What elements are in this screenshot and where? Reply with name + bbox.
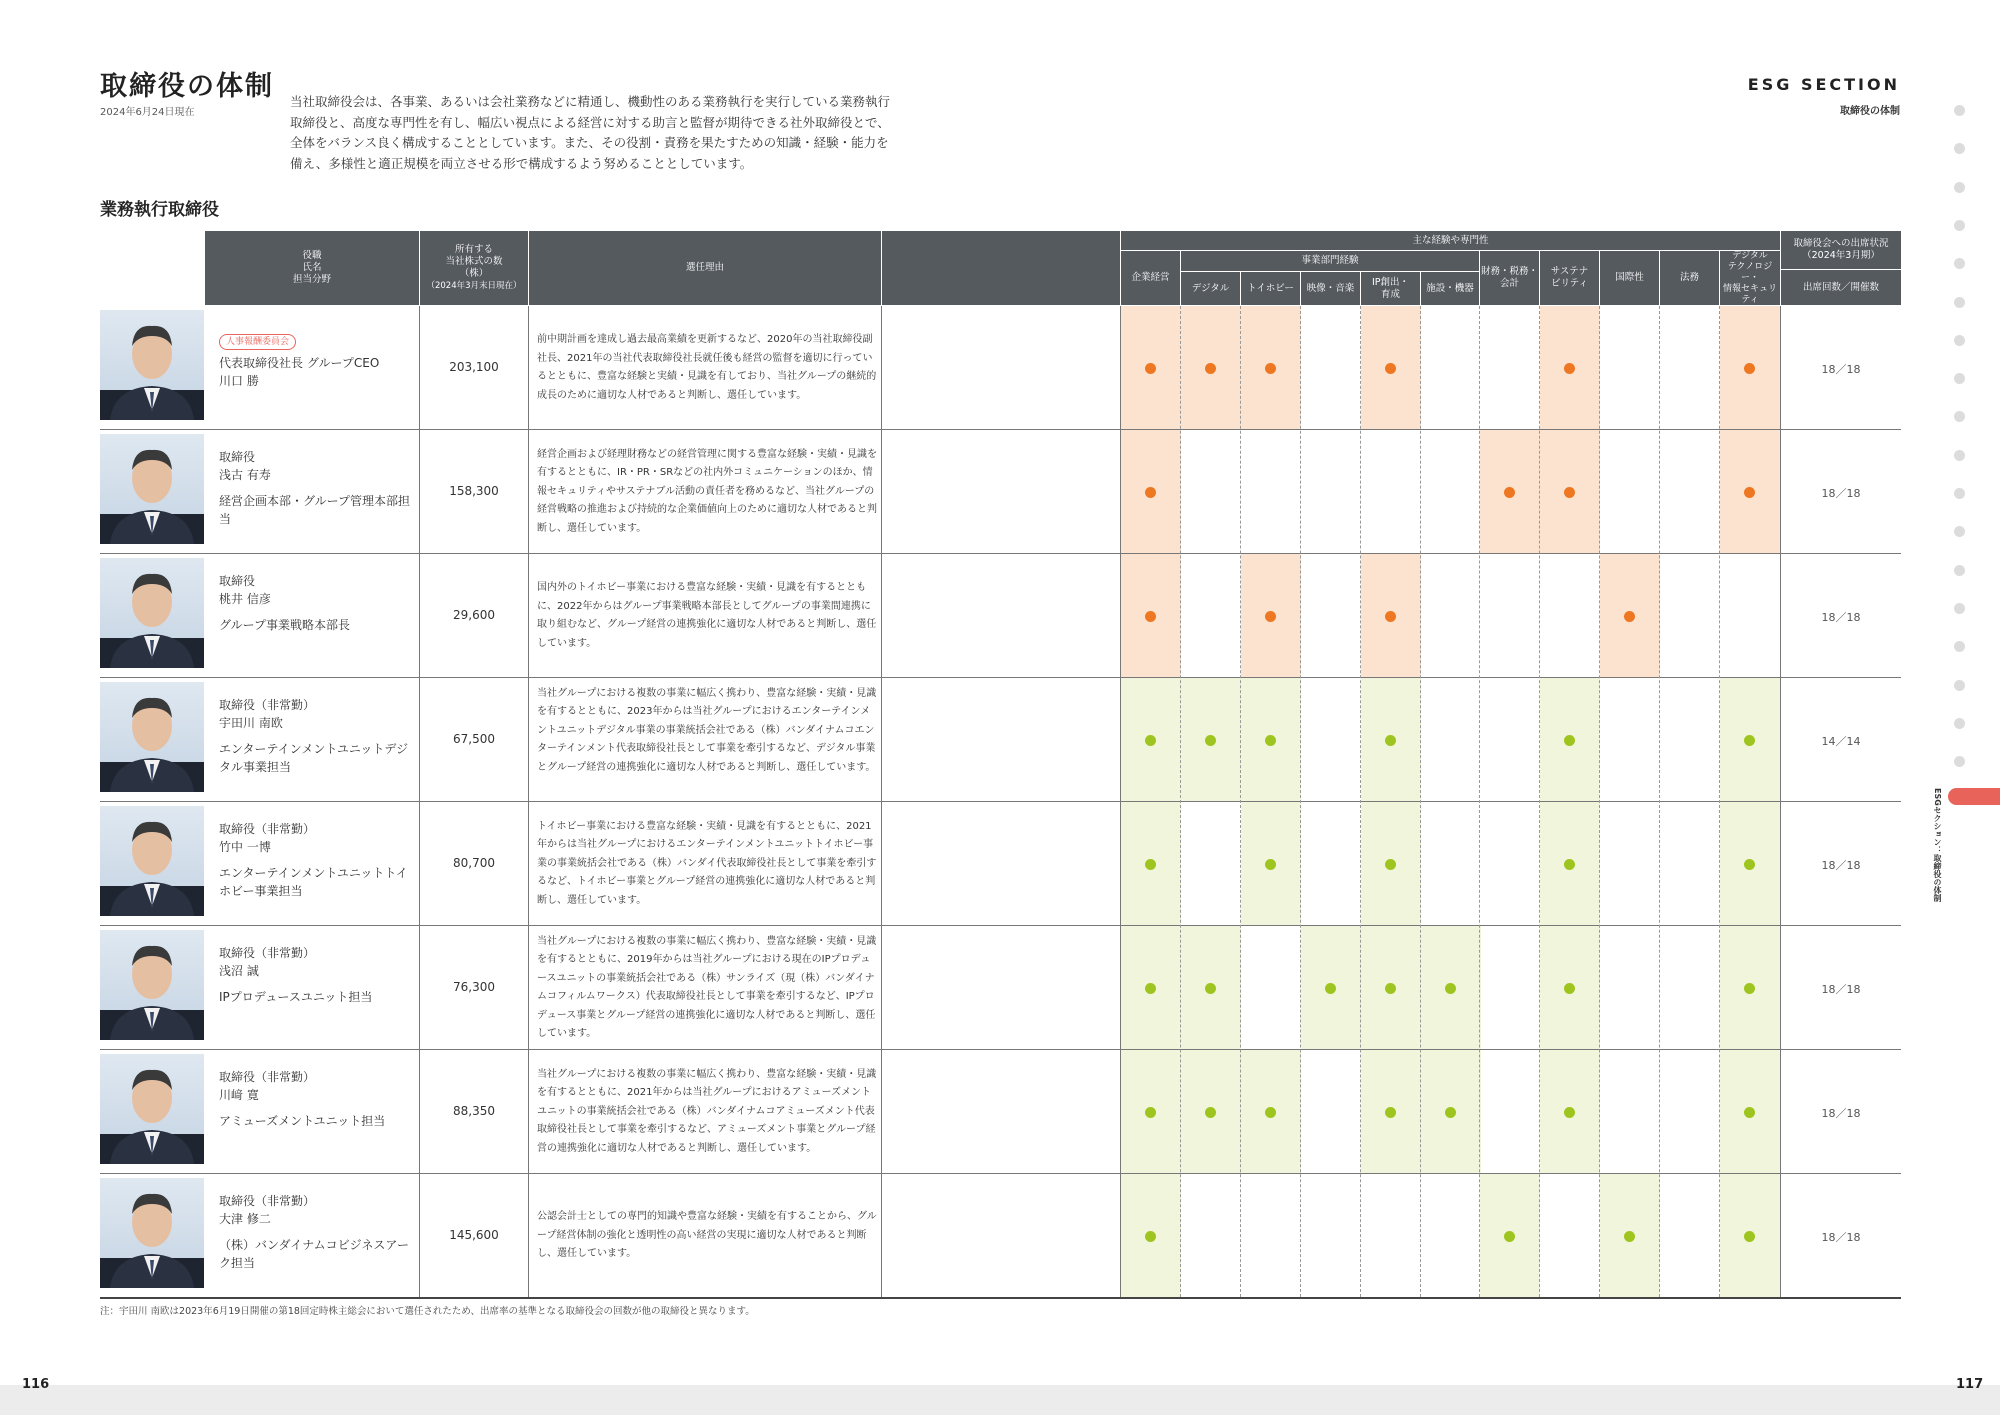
- section-title: 業務執行取締役: [100, 200, 219, 220]
- header-toyhobby: トイホビー: [1241, 272, 1300, 305]
- as-of-date: 2024年6月24日現在: [100, 107, 195, 118]
- director-area: グループ事業戦略本部長: [219, 618, 351, 632]
- header-shares-line: （株）: [459, 268, 489, 279]
- header-attend: [1781, 231, 1901, 269]
- side-nav-dot[interactable]: [1954, 526, 1965, 537]
- header-digitech-line: テクノロジー・: [1727, 261, 1773, 283]
- expertise-mark: [1265, 735, 1276, 746]
- page-number-left: 116: [22, 1377, 50, 1392]
- side-nav-dot[interactable]: [1954, 488, 1965, 499]
- director-role: 取締役（非常勤）: [219, 946, 316, 960]
- header-shares-line: （2024年3月末日現在）: [426, 281, 522, 291]
- shares-held: 203,100: [449, 360, 499, 374]
- header-shares-line: 所有する: [454, 244, 493, 255]
- footnote: 注：宇田川 南欧は2023年6月19日開催の第18回定時株主総会において選任されたため、出席率の基準となる取締役会の回数が他の取締役と異なります。: [100, 1306, 755, 1317]
- expertise-mark: [1385, 363, 1396, 374]
- attendance: 18／18: [1821, 859, 1861, 872]
- row-divider: [100, 677, 1901, 678]
- side-nav-dot[interactable]: [1954, 297, 1965, 308]
- expertise-mark: [1145, 363, 1156, 374]
- column-dash: [1240, 306, 1241, 1297]
- expertise-mark: [1205, 983, 1216, 994]
- header-attend-line: （2024年3月期）: [1802, 250, 1880, 261]
- director-area: 経営企画本部・グループ管理本部担当: [219, 494, 411, 526]
- header-ip-line: 育成: [1380, 288, 1400, 300]
- column-dash: [1659, 306, 1660, 1297]
- expertise-mark: [1205, 1107, 1216, 1118]
- expertise-mark: [1445, 983, 1456, 994]
- page-title: 取締役の体制: [100, 71, 274, 102]
- column-divider: [1120, 306, 1121, 1297]
- director-name: 川口 勝: [219, 374, 259, 388]
- director-info: [219, 696, 419, 776]
- director-info: [219, 1192, 419, 1272]
- header-corp-mgmt: 企業経営: [1121, 251, 1180, 305]
- side-nav-dot[interactable]: [1954, 182, 1965, 193]
- column-divider: [419, 306, 420, 1297]
- header-role-line: 担当分野: [292, 274, 331, 285]
- director-role: 代表取締役社長 グループCEO: [219, 356, 380, 370]
- column-dash: [1479, 306, 1480, 1297]
- expertise-mark: [1744, 1107, 1755, 1118]
- expertise-mark: [1744, 735, 1755, 746]
- committee-badge: 人事報酬委員会: [219, 334, 296, 350]
- expertise-mark: [1564, 859, 1575, 870]
- column-dash: [1420, 306, 1421, 1297]
- expertise-mark: [1265, 1107, 1276, 1118]
- director-area: （株）バンダイナムコビジネスアーク担当: [219, 1238, 409, 1270]
- page-number-right: 117: [1956, 1377, 1984, 1392]
- side-nav-dot[interactable]: [1954, 143, 1965, 154]
- director-area: アミューズメントユニット担当: [219, 1114, 386, 1128]
- expertise-mark: [1265, 859, 1276, 870]
- side-nav-label: ESGセクション：取締役の体制: [1933, 788, 1942, 902]
- expertise-mark: [1145, 735, 1156, 746]
- attendance: 18／18: [1821, 983, 1861, 996]
- expertise-mark: [1744, 1231, 1755, 1242]
- attendance: 18／18: [1821, 1231, 1861, 1244]
- header-digitech-line: 情報セキュリ: [1722, 283, 1777, 294]
- shares-held: 145,600: [449, 1228, 499, 1242]
- expertise-mark: [1564, 363, 1575, 374]
- side-nav-dot[interactable]: [1954, 220, 1965, 231]
- director-photo: [100, 682, 204, 792]
- header-sustain-line: サステナ: [1550, 266, 1589, 277]
- expertise-mark: [1145, 983, 1156, 994]
- director-name: 浅古 有寿: [219, 468, 271, 482]
- director-photo: [100, 1178, 204, 1288]
- attendance: 18／18: [1821, 1107, 1861, 1120]
- header-expertise-group: 主な経験や専門性: [1121, 231, 1780, 250]
- director-name: 桃井 信彦: [219, 592, 271, 606]
- director-photo: [100, 930, 204, 1040]
- director-photo: [100, 1054, 204, 1164]
- director-info: [219, 331, 419, 390]
- header-sustain: [1540, 251, 1599, 305]
- column-dash: [1539, 306, 1540, 1297]
- side-nav-dot[interactable]: [1954, 450, 1965, 461]
- expertise-mark: [1744, 363, 1755, 374]
- director-area: エンターテインメントユニットデジタル事業担当: [219, 742, 409, 774]
- header-role-line: 役職: [302, 250, 322, 261]
- expertise-mark: [1385, 735, 1396, 746]
- selection-reason: 経営企画および経理財務などの経営管理に関する豊富な経験・実績・見識を有するとともに、IR・PR・SRなどの社内外コミュニケーションのほか、情報セキュリティやサステナブル活動の責任者を務めるなど、当社グループの経営戦略の推進および持続的な企業価値向上のために適切な人材であると判断し、選任しています。: [537, 448, 877, 534]
- header-shares-line: 当社株式の数: [445, 256, 503, 267]
- expertise-mark: [1385, 859, 1396, 870]
- row-divider: [100, 429, 1901, 430]
- director-role: 取締役（非常勤）: [219, 1194, 316, 1208]
- header-attend-sub: 出席回数／開催数: [1781, 270, 1901, 305]
- director-role: 取締役: [219, 450, 256, 464]
- expertise-mark: [1265, 363, 1276, 374]
- expertise-mark: [1564, 1107, 1575, 1118]
- director-name: 大津 修二: [219, 1212, 271, 1226]
- side-nav-dot[interactable]: [1954, 641, 1965, 652]
- shares-held: 76,300: [453, 980, 495, 994]
- page-footer-bar: [0, 1385, 2000, 1415]
- header-digital: デジタル: [1181, 272, 1240, 305]
- director-role: 取締役: [219, 574, 256, 588]
- shares-held: 158,300: [449, 484, 499, 498]
- expertise-mark: [1265, 611, 1276, 622]
- expertise-mark: [1504, 487, 1515, 498]
- header-blank: [882, 231, 1120, 305]
- side-nav-dot[interactable]: [1954, 565, 1965, 576]
- column-dash: [1180, 306, 1181, 1297]
- header-ip: [1361, 272, 1420, 305]
- header-shares: [420, 231, 528, 305]
- expertise-mark: [1325, 983, 1336, 994]
- expertise-mark: [1445, 1107, 1456, 1118]
- expertise-mark: [1624, 1231, 1635, 1242]
- selection-reason: 当社グループにおける複数の事業に幅広く携わり、豊富な経験・実績・見識を有するとともに、2023年からは当社グループにおけるエンターテインメントユニットデジタル事業の事業統括会社である（株）バンダイナムコエンターテインメント代表取締役社長として事業を牽引するなど、デジタル事業とグループ経営の連携強化に適切な人材であると判断し、選任しています。: [537, 687, 877, 773]
- director-info: [219, 944, 419, 1006]
- header-reason: 選任理由: [529, 231, 881, 305]
- side-nav-active-tab[interactable]: [1948, 788, 2000, 805]
- column-dash: [1360, 306, 1361, 1297]
- column-dash: [1719, 306, 1720, 1297]
- selection-reason: 当社グループにおける複数の事業に幅広く携わり、豊富な経験・実績・見識を有するとともに、2021年からは当社グループにおけるアミューズメントユニットの事業統括会社である（株）バンダイナムコアミューズメント代表取締役社長として事業を牽引するなど、アミューズメント事業とグループ経営の連携強化に適切な人材であると判断し、選任しています。: [537, 1068, 877, 1154]
- shares-held: 29,600: [453, 608, 495, 622]
- row-divider: [100, 925, 1901, 926]
- header-role-line: 氏名: [302, 262, 322, 273]
- side-nav-dot[interactable]: [1954, 258, 1965, 269]
- director-name: 宇田川 南欧: [219, 716, 283, 730]
- selection-reason: 当社グループにおける複数の事業に幅広く携わり、豊富な経験・実績・見識を有するとともに、2019年からは当社グループにおける現在のIPプロデュースユニットの事業統括会社である（株）サンライズ（現（株）バンダイナムコフィルムワークス）代表取締役社長として事業を牽引するなど、IPプロデュース事業とグループ経営の連携強化に適切な人材であると判断し、選任しています。: [537, 935, 877, 1039]
- expertise-mark: [1504, 1231, 1515, 1242]
- header-finance-line: 会計: [1499, 278, 1519, 289]
- expertise-mark: [1145, 859, 1156, 870]
- side-nav-dot[interactable]: [1954, 680, 1965, 691]
- column-dash: [1300, 306, 1301, 1297]
- header-ip-line: IP創出・: [1371, 276, 1410, 288]
- attendance: 18／18: [1821, 363, 1861, 376]
- header-role: [205, 231, 419, 305]
- director-photo: [100, 434, 204, 544]
- expertise-mark: [1385, 1107, 1396, 1118]
- header-video: 映像・音楽: [1301, 272, 1360, 305]
- header-finance-line: 財務・税務・: [1480, 266, 1538, 277]
- header-legal: 法務: [1660, 251, 1719, 305]
- expertise-mark: [1564, 735, 1575, 746]
- director-name: 川﨑 寛: [219, 1088, 259, 1102]
- side-nav-dot[interactable]: [1954, 411, 1965, 422]
- director-area: IPプロデュースユニット担当: [219, 990, 373, 1004]
- expertise-mark: [1145, 611, 1156, 622]
- column-dash: [1599, 306, 1600, 1297]
- header-finance: [1480, 251, 1539, 305]
- side-nav-dot[interactable]: [1954, 335, 1965, 346]
- director-photo: [100, 558, 204, 668]
- row-divider: [100, 1049, 1901, 1050]
- director-role: 取締役（非常勤）: [219, 822, 316, 836]
- expertise-mark: [1744, 487, 1755, 498]
- side-nav-dot[interactable]: [1954, 603, 1965, 614]
- column-divider: [528, 306, 529, 1297]
- director-photo: [100, 310, 204, 420]
- expertise-mark: [1744, 859, 1755, 870]
- selection-reason: 国内外のトイホビー事業における豊富な経験・実績・見識を有するとともに、2022年からはグループ事業戦略本部長としてグループの事業間連携に取り組むなど、グループ経営の連携強化に適切な人材であると判断し、選任しています。: [537, 582, 877, 649]
- expertise-mark: [1145, 1107, 1156, 1118]
- director-name: 浅沼 誠: [219, 964, 259, 978]
- side-nav-dot[interactable]: [1954, 756, 1965, 767]
- selection-reason: 前中期計画を達成し過去最高業績を更新するなど、2020年の当社取締役副社長、2021年の当社代表取締役社長就任後も経営の監督を適切に行っているとともに、豊富な経験と実績・見識を有しており、当社グループの継続的成長のために適切な人材であると判断し、選任しています。: [537, 334, 877, 401]
- shares-held: 88,350: [453, 1104, 495, 1118]
- expertise-mark: [1624, 611, 1635, 622]
- expertise-mark: [1385, 983, 1396, 994]
- attendance: 14／14: [1821, 735, 1861, 748]
- expertise-mark: [1564, 487, 1575, 498]
- director-area: エンターテインメントユニットトイホビー事業担当: [219, 866, 408, 898]
- row-divider: [100, 801, 1901, 802]
- expertise-mark: [1205, 363, 1216, 374]
- header-digitech-line: デジタル: [1732, 250, 1768, 261]
- side-nav-dot[interactable]: [1954, 373, 1965, 384]
- selection-reason: 公認会計士としての専門的知識や豊富な経験・実績を有することから、グループ経営体制の強化と透明性の高い経営の実現に適切な人材であると判断し、選任しています。: [537, 1211, 877, 1260]
- expertise-mark: [1205, 735, 1216, 746]
- director-role: 取締役（非常勤）: [219, 698, 316, 712]
- expertise-mark: [1145, 1231, 1156, 1242]
- side-nav-dot[interactable]: [1954, 718, 1965, 729]
- expertise-mark: [1145, 487, 1156, 498]
- header-facility: 施設・機器: [1421, 272, 1479, 305]
- director-info: [219, 572, 419, 634]
- header-global: 国際性: [1600, 251, 1659, 305]
- header-attend-line: 取締役会への出席状況: [1793, 238, 1889, 249]
- esg-section-sub: 取締役の体制: [1840, 106, 1900, 117]
- expertise-mark: [1564, 983, 1575, 994]
- director-info: [219, 820, 419, 900]
- director-role: 取締役（非常勤）: [219, 1070, 316, 1084]
- intro-paragraph: 当社取締役会は、各事業、あるいは会社業務などに精通し、機動性のある業務執行を実行している業務執行取締役と、高度な専門性を有し、幅広い視点による経営に対する助言と監督が期待できる社外取締役とで、全体をバランス良く構成することとしています。また、その役割・責務を果たすための知識・経験・能力を備え、多様性と適正規模を両立させる形で構成するよう努めることとしています。: [290, 94, 891, 171]
- attendance: 18／18: [1821, 611, 1861, 624]
- expertise-mark: [1744, 983, 1755, 994]
- row-divider: [100, 1297, 1901, 1299]
- header-digitech-line: ティ: [1741, 294, 1759, 305]
- side-nav-dot[interactable]: [1954, 105, 1965, 116]
- header-dept-group: 事業部門経験: [1181, 251, 1479, 271]
- expertise-mark: [1385, 611, 1396, 622]
- director-info: [219, 448, 419, 528]
- esg-section-label: ESG SECTION: [1747, 75, 1900, 94]
- director-name: 竹中 一博: [219, 840, 271, 854]
- attendance: 18／18: [1821, 487, 1861, 500]
- header-digitech: [1720, 251, 1780, 305]
- column-divider: [1780, 306, 1781, 1297]
- shares-held: 67,500: [453, 732, 495, 746]
- header-sustain-line: ビリティ: [1550, 278, 1589, 289]
- director-info: [219, 1068, 419, 1130]
- director-photo: [100, 806, 204, 916]
- selection-reason: トイホビー事業における豊富な経験・実績・見識を有するとともに、2021年からは当社グループにおけるエンターテインメントユニットトイホビー事業の事業統括会社である（株）バンダイ代表取締役社長として事業を牽引するなど、トイホビー事業とグループ経営の連携強化に適切な人材であると判断し、選任しています。: [537, 820, 877, 906]
- shares-held: 80,700: [453, 856, 495, 870]
- column-divider: [881, 306, 882, 1297]
